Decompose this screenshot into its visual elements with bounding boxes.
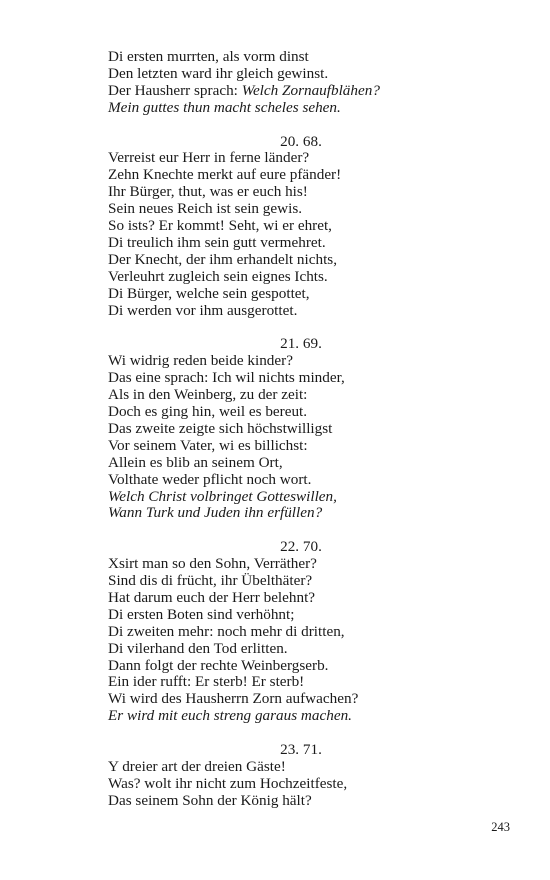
section-heading: 23. 71.	[280, 741, 322, 759]
verse-line: Di werden vor ihm ausgerottet.	[108, 301, 298, 319]
verse-line: Xsirt man so den Sohn, Verräther?	[108, 555, 317, 573]
verse-line: Wi widrig reden beide kinder?	[108, 352, 293, 370]
verse-line: Di Bürger, welche sein gespottet,	[108, 284, 310, 302]
verse-line: Was? wolt ihr nicht zum Hochzeitfeste,	[108, 774, 348, 792]
verse-line: Als in den Weinberg, zu der zeit:	[108, 386, 308, 404]
verse-line: Den letzten ward ihr gleich gewinst.	[108, 64, 329, 82]
verse-line: Y dreier art der dreien Gäste!	[108, 758, 286, 775]
verse-line: Das eine sprach: Ich wil nichts minder,	[108, 369, 345, 387]
verse-line: Wann Turk und Juden ihn erfüllen?	[108, 504, 323, 522]
verse-line: Mein guttes thun macht scheles sehen.	[108, 98, 341, 116]
verse-line: Di vilerhand den Tod erlitten.	[108, 639, 288, 657]
verse-line: Zehn Knechte merkt auf eure pfänder!	[108, 166, 342, 184]
verse-line: Allein es blib an seinem Ort,	[108, 453, 283, 471]
verse-line: Doch es ging hin, weil es bereut.	[108, 403, 308, 420]
verse-line-start: Der Hausherr sprach:	[108, 81, 242, 99]
verse-line: Di ersten Boten sind verhöhnt;	[108, 605, 295, 623]
verse-line: Das seinem Sohn der König hält?	[108, 791, 312, 809]
section-20-68	[108, 134, 488, 320]
verse-line: Volthate weder pflicht noch wort.	[108, 470, 312, 488]
section-21-69	[108, 336, 488, 522]
verse-line: Welch Christ volbringet Gotteswillen,	[108, 487, 337, 505]
verse-line: Das zweite zeigte sich höchstwilligst	[108, 419, 333, 437]
verse-line-italic-tail: Welch Zornaufblähen?	[241, 81, 380, 99]
verse-line: So ists? Er kommt! Seht, wi er ehret,	[108, 217, 332, 235]
verse-line: Er wird mit euch streng garaus machen.	[108, 707, 352, 725]
verse-line: Der Knecht, der ihm erhandelt nichts,	[108, 250, 337, 268]
verse-line: Hat darum euch der Herr belehnt?	[108, 588, 316, 606]
verse-line: Ihr Bürger, thut, was er euch his!	[108, 183, 308, 201]
verse-line: Verleuhrt zugleich sein eignes Ichts.	[108, 267, 328, 285]
verse-line: Di ersten murrten, als vorm dinst	[108, 48, 309, 65]
section-heading: 21. 69.	[280, 335, 322, 353]
verse-line	[108, 83, 488, 100]
verse-line: Wi wird des Hausherrn Zorn aufwachen?	[108, 690, 359, 708]
section-heading: 22. 70.	[280, 538, 322, 556]
verse-line: Sein neues Reich ist sein gewis.	[108, 200, 303, 218]
section-heading: 20. 68.	[280, 132, 322, 150]
verse-line: Verreist eur Herr in ferne länder?	[108, 149, 310, 167]
verse-line: Di treulich ihm sein gutt vermehret.	[108, 233, 326, 251]
section-23-71	[108, 742, 488, 810]
verse-line: Sind dis di frücht, ihr Übelthäter?	[108, 572, 313, 590]
verse-line: Ein ider rufft: Er sterb! Er sterb!	[108, 673, 305, 691]
verse-line: Vor seinem Vater, wi es billichst:	[108, 436, 308, 454]
intro-stanza	[108, 49, 488, 117]
page-number: 243	[491, 820, 510, 834]
verse-line: Dann folgt der rechte Weinbergserb.	[108, 656, 329, 674]
poem-text	[108, 49, 488, 810]
section-22-70	[108, 539, 488, 725]
verse-line: Di zweiten mehr: noch mehr di dritten,	[108, 622, 345, 640]
